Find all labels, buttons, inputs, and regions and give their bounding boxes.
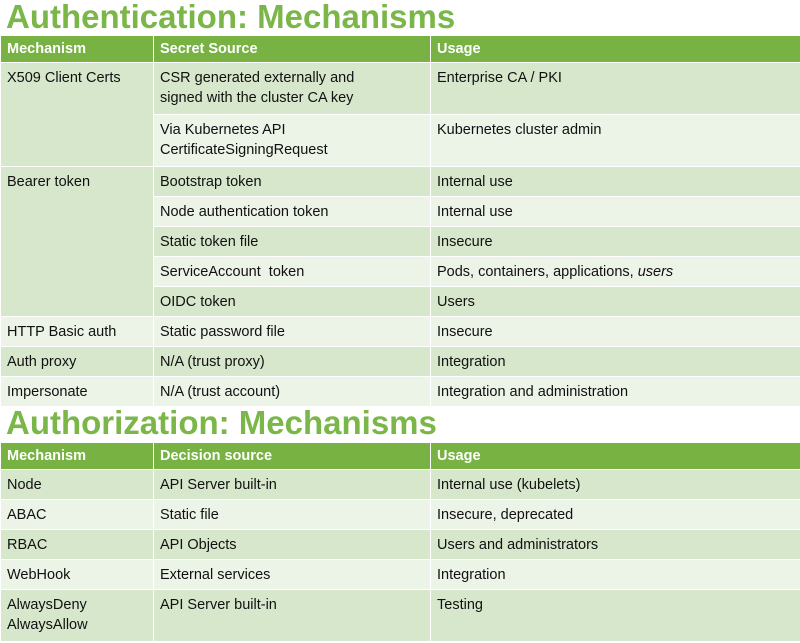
source-cell: Node authentication token [154,197,431,227]
source-cell: Static password file [154,317,431,347]
usage-text: Pods, containers, applications, [437,264,638,280]
usage-cell: Insecure, deprecated [431,500,800,530]
mechanism-cell: Auth proxy [1,347,154,377]
source-line: CertificateSigningRequest [160,142,328,158]
table-row [1,167,800,197]
mechanism-cell: RBAC [1,530,154,560]
source-cell: Bootstrap token [154,167,431,197]
usage-cell: Insecure [431,227,800,257]
table-row [1,347,800,377]
source-cell: N/A (trust proxy) [154,347,431,377]
table-header-row [1,443,800,470]
source-cell: ServiceAccount token [154,257,431,287]
table-row [1,470,800,500]
mechanism-line: AlwaysDeny [7,597,87,613]
usage-cell: Enterprise CA / PKI [431,63,800,115]
column-header-decision-source: Decision source [154,443,431,470]
usage-cell [431,257,800,287]
authorization-title: Authorization: Mechanisms [6,404,437,441]
source-cell: API Server built-in [154,590,431,642]
source-cell: API Server built-in [154,470,431,500]
source-cell: Static file [154,500,431,530]
source-cell: N/A (trust account) [154,377,431,407]
authentication-table [0,35,800,407]
usage-cell: Users and administrators [431,530,800,560]
table-row [1,63,800,115]
authentication-title: Authentication: Mechanisms [6,0,456,35]
column-header-mechanism: Mechanism [1,443,154,470]
source-cell: External services [154,560,431,590]
column-header-secret-source: Secret Source [154,36,431,63]
usage-cell: Testing [431,590,800,642]
usage-cell: Users [431,287,800,317]
mechanism-cell [1,63,154,167]
table-row [1,590,800,642]
mechanism-line: AlwaysAllow [7,617,88,633]
mechanism-label: X509 Client Certs [7,70,121,86]
mechanism-cell: HTTP Basic auth [1,317,154,347]
usage-cell: Integration [431,560,800,590]
column-header-usage: Usage [431,443,800,470]
usage-emphasis: users [637,264,674,280]
table-row [1,560,800,590]
source-cell [154,115,431,167]
usage-cell: Internal use [431,197,800,227]
mechanism-cell: Impersonate [1,377,154,407]
source-line: Via Kubernetes API [160,122,286,138]
table-row [1,500,800,530]
source-line: CSR generated externally and [160,70,355,86]
mechanism-cell: WebHook [1,560,154,590]
source-cell: API Objects [154,530,431,560]
source-cell [154,63,431,115]
table-row [1,317,800,347]
usage-cell: Internal use (kubelets) [431,470,800,500]
column-header-usage: Usage [431,36,800,63]
usage-cell: Insecure [431,317,800,347]
table-row [1,377,800,407]
source-cell: OIDC token [154,287,431,317]
usage-cell: Internal use [431,167,800,197]
mechanism-cell: ABAC [1,500,154,530]
source-line: signed with the cluster CA key [160,90,354,106]
column-header-mechanism: Mechanism [1,36,154,63]
source-cell: Static token file [154,227,431,257]
table-header-row [1,36,800,63]
usage-cell: Kubernetes cluster admin [431,115,800,167]
authorization-table [0,442,800,642]
usage-cell: Integration and administration [431,377,800,407]
mechanism-cell: Bearer token [1,167,154,317]
mechanism-cell: Node [1,470,154,500]
table-row [1,530,800,560]
mechanism-cell [1,590,154,642]
usage-cell: Integration [431,347,800,377]
